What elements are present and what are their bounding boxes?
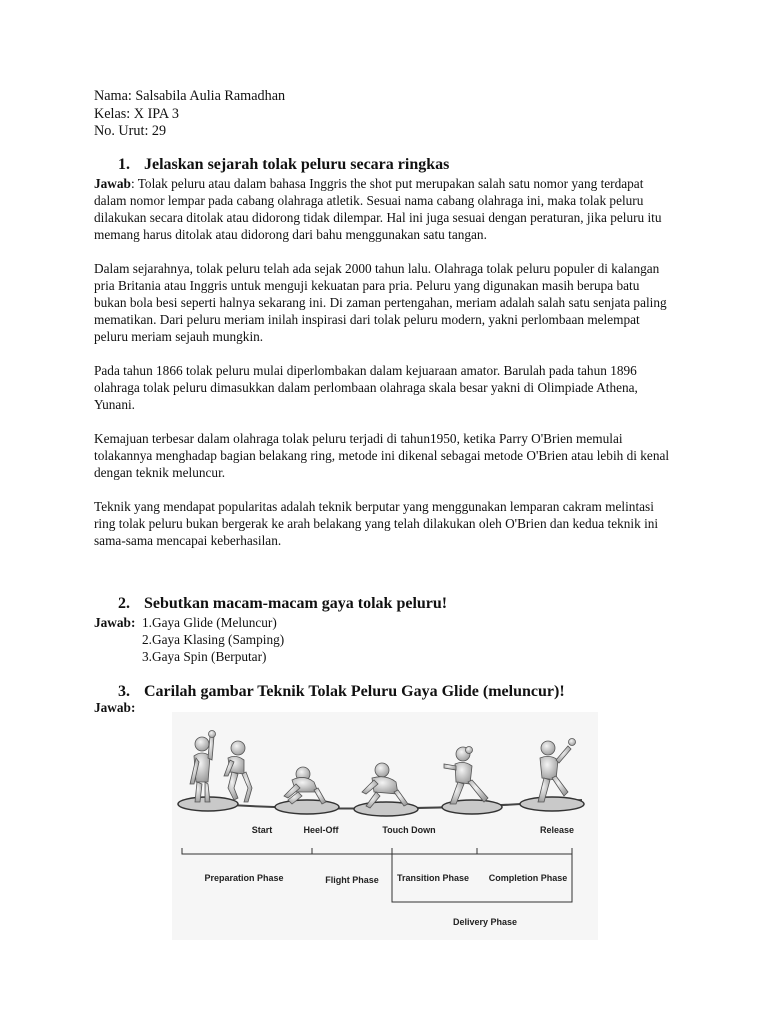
circle-pad-release xyxy=(520,797,584,811)
stage-label-touch-down: Touch Down xyxy=(382,825,436,835)
question-1-answer xyxy=(94,175,674,549)
answer-1-paragraph-1 xyxy=(94,175,674,243)
answer-1-text: : Tolak peluru atau dalam bahasa Inggris the shot put merupakan salah satu nomor yang terdapat dalam nomor lempar pada cabang olahraga atletik. Sesuai nama cabang olahraga ini, maka tolak peluru dilakukan secara ditolak atau didorong tidak dilempar. Hal ini juga sesuai dengan peraturan, jika peluru itu memang harus ditolak atau didorong dari bahu menggunakan satu tangan. xyxy=(94,176,662,242)
answer-2-item: 1.Gaya Glide (Meluncur) xyxy=(142,615,277,630)
glide-figure-svg xyxy=(172,712,598,940)
answer-2-item: 3.Gaya Spin (Berputar) xyxy=(142,649,267,664)
question-3-number: 3. xyxy=(118,683,130,700)
answer-3-label: Jawab: xyxy=(94,700,136,715)
phase-label-preparation: Preparation Phase xyxy=(204,873,284,883)
student-class: Kelas: X IPA 3 xyxy=(94,105,179,122)
question-2-number: 2. xyxy=(118,595,130,612)
stage-label-release: Release xyxy=(539,825,575,835)
answer-1-paragraph-4: Kemajuan terbesar dalam olahraga tolak peluru terjadi di tahun1950, ketika Parry O'Brien memulai tolakannya menghadap bagian belakang ring, metode ini dikenal sebagai metode O'Brien atau lebih di kenal dengan teknik meluncur. xyxy=(94,431,670,480)
circle-pad-heel-off xyxy=(275,800,339,814)
phase-label-transition: Transition Phase xyxy=(396,873,470,883)
question-3-heading xyxy=(118,683,565,701)
question-3-title: Carilah gambar Teknik Tolak Peluru Gaya Glide (meluncur)! xyxy=(144,683,565,700)
question-2-heading xyxy=(118,595,447,613)
question-1-title: Jelaskan sejarah tolak peluru secara ringkas xyxy=(144,156,450,173)
student-name: Nama: Salsabila Aulia Ramadhan xyxy=(94,88,286,104)
answer-1-paragraph-5: Teknik yang mendapat popularitas adalah teknik berputar yang menggunakan lemparan cakram melintasi ring tolak peluru bukan bergerak ke arah belakang yang telah dilakukan oleh O'Brien dan kedua teknik ini sama-sama mencapai keberhasilan. xyxy=(94,499,659,548)
answer-2-row-2 xyxy=(94,631,284,648)
phase-label-delivery: Delivery Phase xyxy=(452,917,518,927)
question-2-title: Sebutkan macam-macam gaya tolak peluru! xyxy=(144,595,448,612)
stage-label-heel-off: Heel-Off xyxy=(303,825,339,835)
answer-2-item: 2.Gaya Klasing (Samping) xyxy=(142,632,285,647)
student-info xyxy=(94,88,285,141)
answer-2-label: Jawab: xyxy=(94,615,136,630)
answer-1-paragraph-2: Dalam sejarahnya, tolak peluru telah ada sejak 2000 tahun lalu. Olahraga tolak peluru populer di kalangan pria Britania atau Inggris untuk menguji kekuatan para pria. Peluru yang digunakan masih berupa batu bukan bola besi seperti halnya sekarang ini. Di zaman pertengahan, meriam adalah salah satu senjata paling mematikan. Dari peluru meriam inilah inspirasi dari tolak peluru modern, yakni perlombaan melempat peluru meriam sejauh mungkin. xyxy=(94,261,667,344)
question-2-answer xyxy=(94,614,284,665)
phase-label-completion: Completion Phase xyxy=(488,873,568,883)
question-1-number: 1. xyxy=(118,156,130,173)
answer-1-label: Jawab xyxy=(94,176,131,191)
answer-2-row-3 xyxy=(94,648,284,665)
answer-2-row-1 xyxy=(94,614,284,631)
phase-label-flight: Flight Phase xyxy=(325,875,379,885)
stage-label-start: Start xyxy=(251,825,273,835)
answer-1-paragraph-3: Pada tahun 1866 tolak peluru mulai diperlombakan dalam kejuaraan amator. Barulah pada tahun 1896 olahraga tolak peluru dimasukkan dalam perlombaan olahraga skala besar yakni di Olimpiade Athena, Yunani. xyxy=(94,363,638,412)
student-number: No. Urut: 29 xyxy=(94,123,167,139)
glide-technique-figure xyxy=(172,712,598,940)
question-1-heading xyxy=(118,156,449,174)
